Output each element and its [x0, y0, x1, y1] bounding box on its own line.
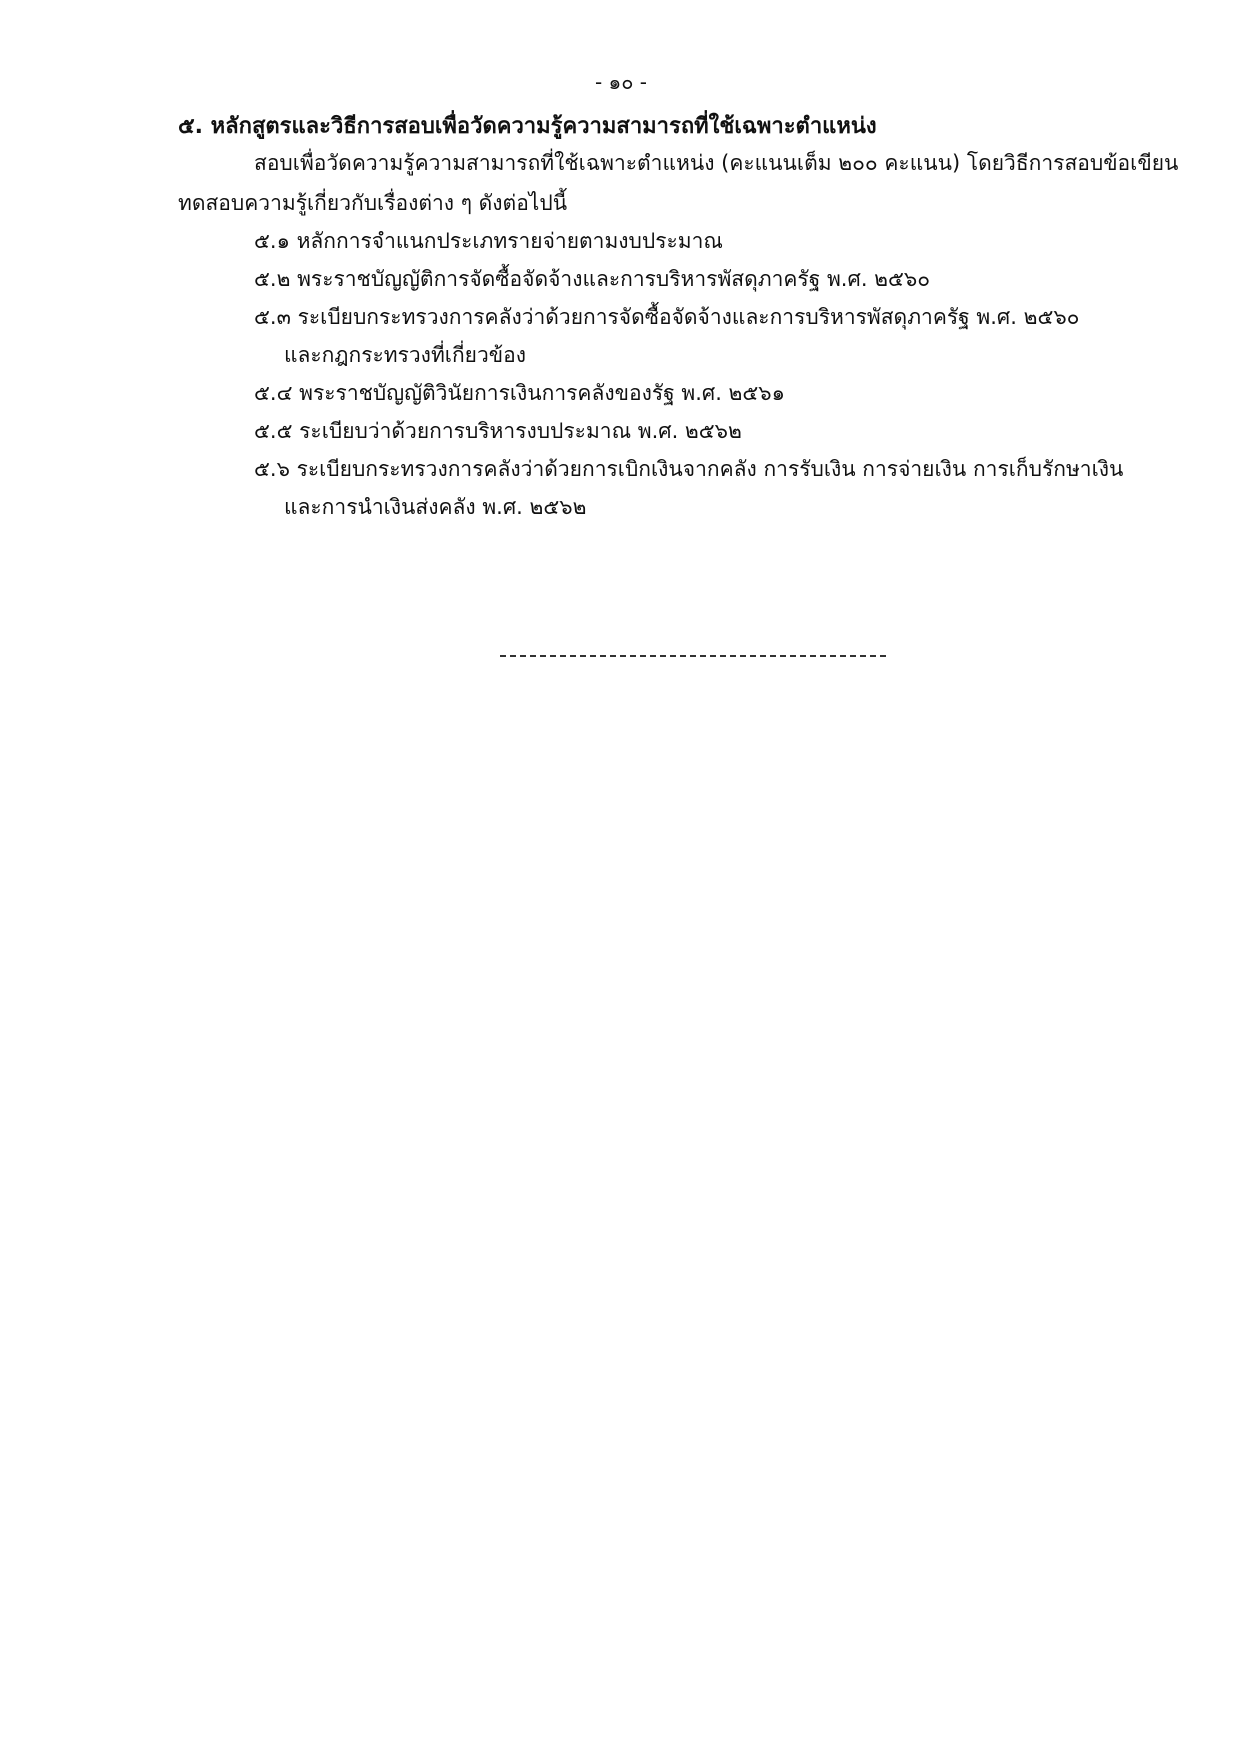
list-item-text: ๕.๒ พระราชบัญญัติการจัดซื้อจัดจ้างและการบริหารพัสดุภาครัฐ พ.ศ. ๒๕๖๐ [254, 267, 931, 291]
list-item-continuation: และกฎกระทรวงที่เกี่ยวข้อง [284, 343, 526, 367]
list-item [254, 226, 1134, 256]
list-item [254, 302, 1134, 370]
list-item-text: ๕.๓ ระเบียบกระทรวงการคลังว่าด้วยการจัดซื้อจัดจ้างและการบริหารพัสดุภาครัฐ พ.ศ. ๒๕๖๐ [254, 305, 1080, 329]
list-item-text: ๕.๕ ระเบียบว่าด้วยการบริหารงบประมาณ พ.ศ. ๒๕๖๒ [254, 419, 742, 443]
page-number: - ๑๐ - [594, 70, 648, 94]
list-item-text: ๕.๑ หลักการจำแนกประเภทรายจ่ายตามงบประมาณ [254, 229, 723, 253]
list-item [254, 264, 1134, 294]
intro-paragraph-line-1: สอบเพื่อวัดความรู้ความสามารถที่ใช้เฉพาะตำแหน่ง (คะแนนเต็ม ๒๐๐ คะแนน) โดยวิธีการสอบข้อเขียน [254, 151, 1179, 175]
list-item-text: ๕.๔ พระราชบัญญัติวินัยการเงินการคลังของรัฐ พ.ศ. ๒๕๖๑ [254, 381, 785, 405]
list-item-continuation: และการนำเงินส่งคลัง พ.ศ. ๒๕๖๒ [284, 495, 587, 519]
list-item [254, 378, 1134, 408]
list-item [254, 454, 1134, 522]
list-item [254, 416, 1134, 446]
intro-paragraph-line-2: ทดสอบความรู้เกี่ยวกับเรื่องต่าง ๆ ดังต่อไปนี้ [178, 191, 568, 215]
end-divider [500, 655, 886, 657]
topic-list [254, 226, 1134, 530]
list-item-text: ๕.๖ ระเบียบกระทรวงการคลังว่าด้วยการเบิกเงินจากคลัง การรับเงิน การจ่ายเงิน การเก็บรักษาเงิน [254, 457, 1124, 481]
section-heading: ๕. หลักสูตรและวิธีการสอบเพื่อวัดความรู้ความสามารถที่ใช้เฉพาะตำแหน่ง [178, 114, 877, 139]
